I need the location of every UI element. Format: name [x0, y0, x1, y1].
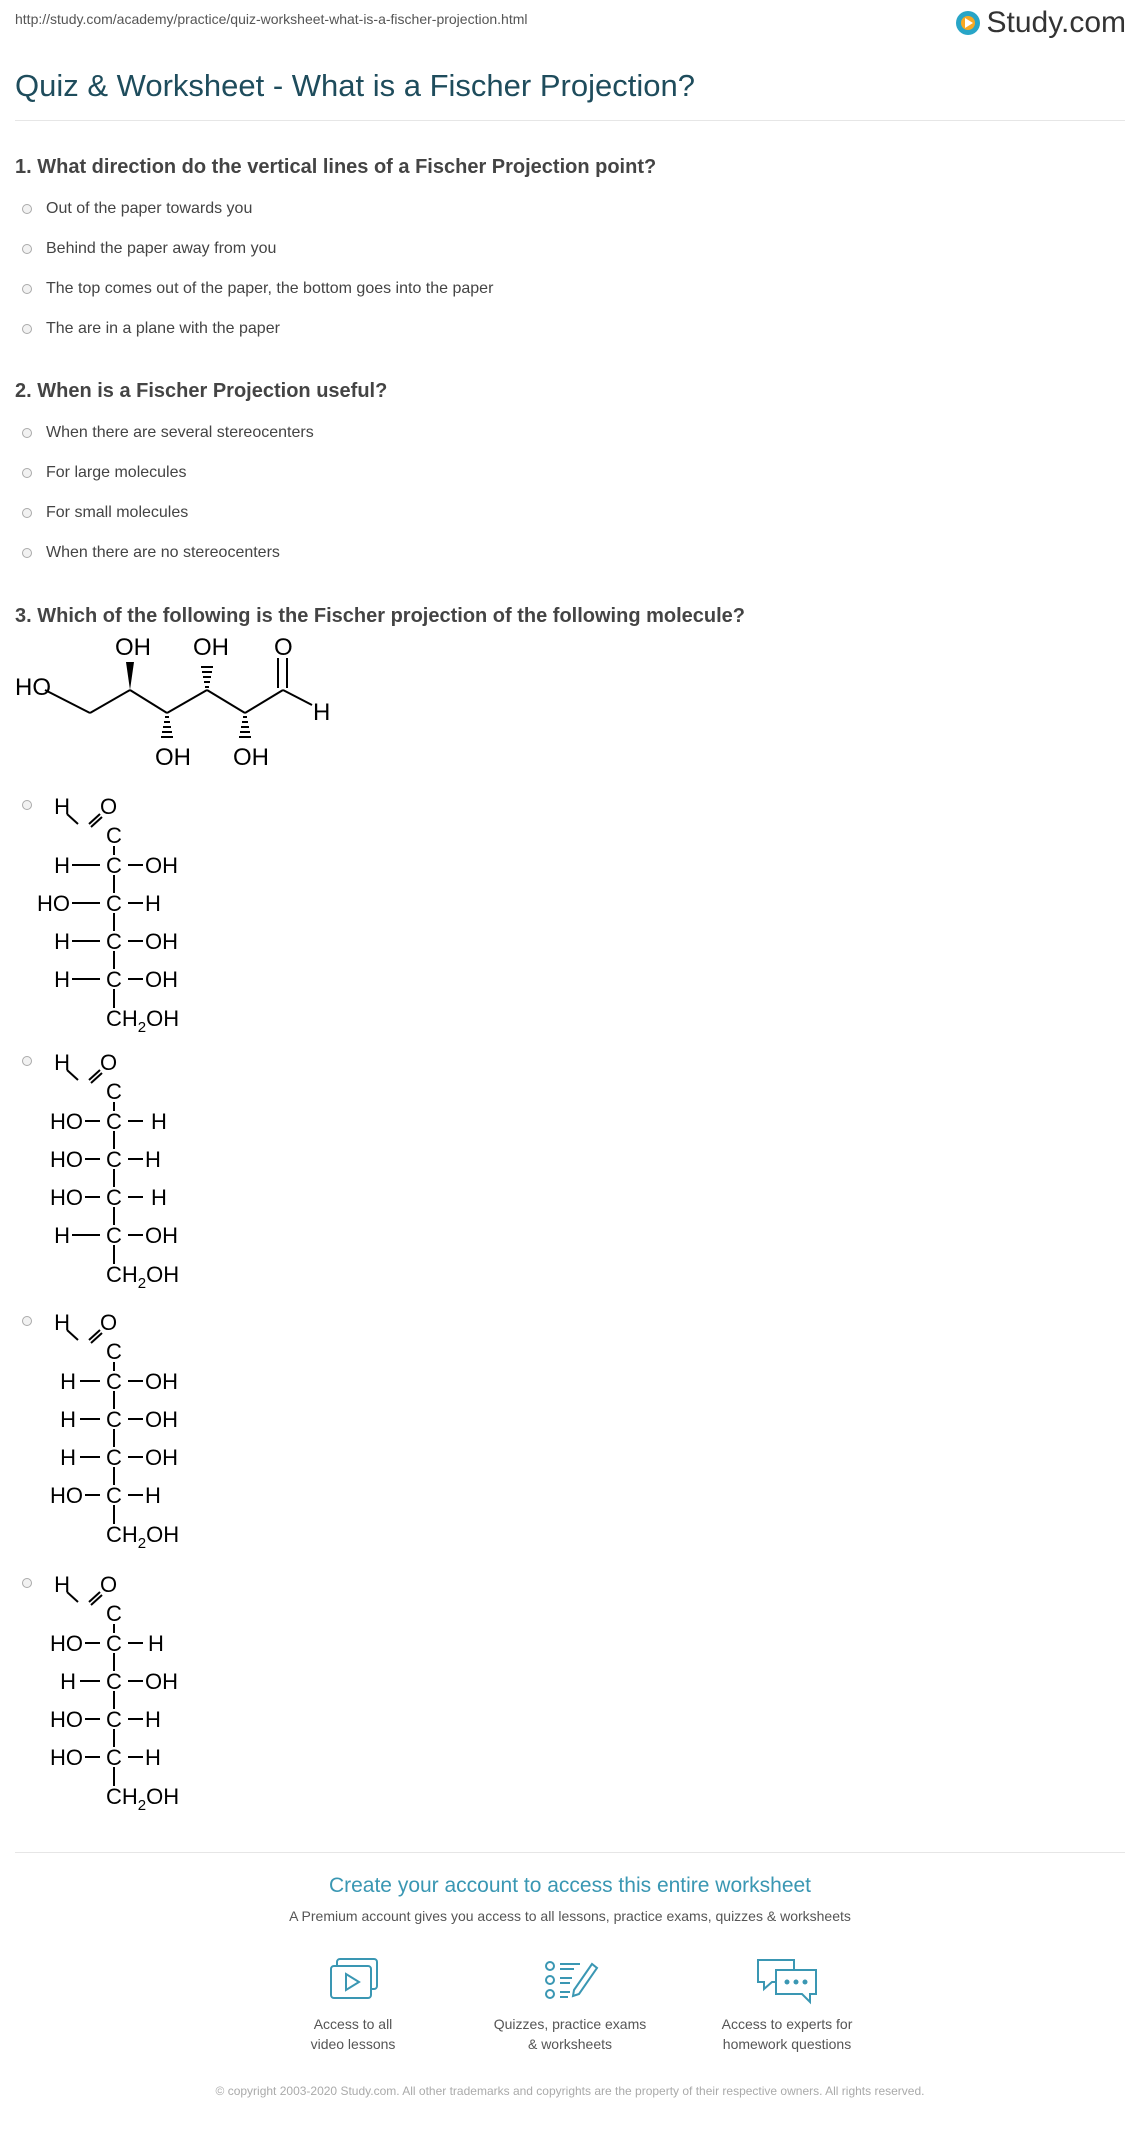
molecule-label: O: [274, 634, 293, 661]
fischer-label: HO: [50, 1631, 83, 1656]
fischer-label: C: [106, 1407, 122, 1432]
fischer-label: OH: [145, 929, 178, 954]
option-label: The are in a plane with the paper: [46, 320, 280, 337]
copyright-footer: [0, 2083, 1140, 2100]
fischer-label: $CH_2OH$: [106, 1784, 180, 1814]
copyright-text: © copyright 2003-2020 Study.com. All other trademarks and copyrights are the property of their respective owners. All rights reserved.: [215, 2084, 925, 2098]
option-label: The top comes out of the paper, the bottom goes into the paper: [46, 280, 494, 297]
radio-button[interactable]: [22, 468, 32, 478]
question-2: 2. When is a Fischer Projection useful?: [15, 380, 388, 402]
feature-label: Access to experts for homework questions: [721, 2016, 853, 2052]
option-label: For large molecules: [46, 464, 187, 481]
page-title: Quiz & Worksheet - What is a Fischer Projection?: [15, 68, 695, 103]
q1-option-2[interactable]: [22, 240, 276, 258]
fischer-label: $CH_2OH$: [106, 1522, 180, 1552]
fischer-label: H: [148, 1631, 164, 1656]
q3-option-3-radio[interactable]: [22, 1316, 32, 1326]
title-divider: [15, 120, 1125, 121]
q2-option-1[interactable]: [22, 424, 314, 442]
option-label: For small molecules: [46, 504, 189, 521]
question-1: 1. What direction do the vertical lines of a Fischer Projection point?: [15, 156, 657, 178]
video-lessons-icon: [323, 1956, 383, 2006]
radio-button[interactable]: [22, 284, 32, 294]
q2-option-3[interactable]: [22, 504, 188, 522]
fischer-label: H: [145, 1483, 161, 1508]
fischer-label: OH: [145, 1223, 178, 1248]
fischer-label: H: [54, 1572, 70, 1597]
fischer-label: C: [106, 1339, 122, 1364]
q2-option-2[interactable]: [22, 464, 187, 482]
fischer-label: $CH_2OH$: [106, 1262, 180, 1292]
feature-quizzes[interactable]: [450, 1956, 690, 2054]
fischer-label: HO: [50, 1707, 83, 1732]
fischer-label: H: [151, 1185, 167, 1210]
molecule-label: OH: [115, 634, 151, 661]
q3-option-1-radio[interactable]: [22, 800, 32, 810]
fischer-label: C: [106, 1601, 122, 1626]
fischer-label: C: [106, 929, 122, 954]
q3-option-2-fischer[interactable]: [45, 1048, 205, 1292]
fischer-label: C: [106, 967, 122, 992]
q3-option-4-fischer[interactable]: [45, 1570, 205, 1814]
fischer-label: OH: [145, 853, 178, 878]
fischer-label: H: [54, 1050, 70, 1075]
radio-button[interactable]: [22, 428, 32, 438]
radio-button[interactable]: [22, 204, 32, 214]
fischer-label: H: [145, 891, 161, 916]
fischer-label: H: [60, 1407, 76, 1432]
fischer-label: HO: [50, 1147, 83, 1172]
q3-option-3-fischer[interactable]: [45, 1308, 205, 1552]
feature-video-lessons[interactable]: [233, 1956, 473, 2054]
fischer-label: H: [54, 794, 70, 819]
q2-option-4[interactable]: [22, 544, 280, 562]
cta-heading[interactable]: Create your account to access this entire worksheet: [328, 1874, 812, 1897]
fischer-label: C: [106, 1445, 122, 1470]
fischer-label: O: [100, 1310, 118, 1335]
fischer-label: H: [54, 1310, 70, 1335]
fischer-label: OH: [145, 967, 178, 992]
fischer-label: HO: [37, 891, 70, 916]
fischer-label: HO: [50, 1483, 83, 1508]
fischer-label: C: [106, 1631, 122, 1656]
fischer-label: O: [100, 1050, 118, 1075]
study-logo[interactable]: [955, 6, 1127, 40]
molecule-label: OH: [193, 634, 229, 661]
feature-label: Quizzes, practice exams & worksheets: [493, 2016, 647, 2052]
fischer-label: H: [145, 1707, 161, 1732]
fischer-label: H: [60, 1445, 76, 1470]
fischer-label: OH: [145, 1407, 178, 1432]
page-url: http://study.com/academy/practice/quiz-worksheet-what-is-a-fischer-projection.html: [15, 11, 528, 27]
fischer-label: HO: [50, 1745, 83, 1770]
fischer-label: C: [106, 1109, 122, 1134]
q1-option-1[interactable]: [22, 200, 252, 218]
study-logo-icon: [955, 10, 981, 36]
fischer-label: O: [100, 1572, 118, 1597]
fischer-label: C: [106, 1745, 122, 1770]
fischer-label: HO: [50, 1185, 83, 1210]
fischer-label: OH: [145, 1669, 178, 1694]
fischer-label: H: [54, 929, 70, 954]
molecule-label: H: [313, 699, 331, 726]
fischer-label: C: [106, 1669, 122, 1694]
chat-experts-icon: [754, 1956, 820, 2006]
fischer-label: C: [106, 853, 122, 878]
fischer-label: HO: [50, 1109, 83, 1134]
radio-button[interactable]: [22, 244, 32, 254]
fischer-label: C: [106, 891, 122, 916]
q3-option-1-fischer[interactable]: [37, 792, 205, 1036]
fischer-label: O: [100, 794, 118, 819]
q3-option-2-radio[interactable]: [22, 1056, 32, 1066]
fischer-label: H: [145, 1147, 161, 1172]
option-label: Out of the paper towards you: [46, 200, 253, 217]
feature-label: Access to all video lessons: [310, 2016, 396, 2052]
radio-button[interactable]: [22, 548, 32, 558]
radio-button[interactable]: [22, 508, 32, 518]
option-label: When there are no stereocenters: [46, 544, 280, 561]
fischer-label: C: [106, 1369, 122, 1394]
fischer-label: C: [106, 1223, 122, 1248]
study-logo-text: Study.com: [986, 6, 1126, 39]
feature-experts[interactable]: [667, 1956, 907, 2054]
molecule-label: OH: [155, 744, 191, 771]
fischer-label: C: [106, 1185, 122, 1210]
question-3: 3. Which of the following is the Fischer projection of the following molecule?: [15, 605, 746, 627]
q1-option-3[interactable]: [22, 280, 493, 298]
fischer-label: C: [106, 1147, 122, 1172]
fischer-label: C: [106, 1483, 122, 1508]
fischer-label: C: [106, 823, 122, 848]
molecule-label: OH: [233, 744, 269, 771]
fischer-label: C: [106, 1707, 122, 1732]
molecule-diagram: [15, 630, 355, 780]
molecule-label: HO: [15, 674, 51, 701]
fischer-label: $CH_2OH$: [106, 1006, 180, 1036]
fischer-label: OH: [145, 1369, 178, 1394]
q3-option-4-radio[interactable]: [22, 1578, 32, 1588]
quiz-worksheet-icon: [540, 1956, 600, 2006]
fischer-label: H: [145, 1745, 161, 1770]
fischer-label: H: [54, 853, 70, 878]
fischer-label: H: [151, 1109, 167, 1134]
option-label: Behind the paper away from you: [46, 240, 277, 257]
cta-divider: [15, 1852, 1125, 1853]
fischer-label: H: [54, 967, 70, 992]
q1-option-4[interactable]: [22, 320, 280, 338]
fischer-label: H: [54, 1223, 70, 1248]
radio-button[interactable]: [22, 324, 32, 334]
cta-subheading: A Premium account gives you access to all lessons, practice exams, quizzes & worksheets: [289, 1908, 851, 1924]
option-label: When there are several stereocenters: [46, 424, 314, 441]
fischer-label: C: [106, 1079, 122, 1104]
fischer-label: H: [60, 1369, 76, 1394]
fischer-label: OH: [145, 1445, 178, 1470]
fischer-label: H: [60, 1669, 76, 1694]
